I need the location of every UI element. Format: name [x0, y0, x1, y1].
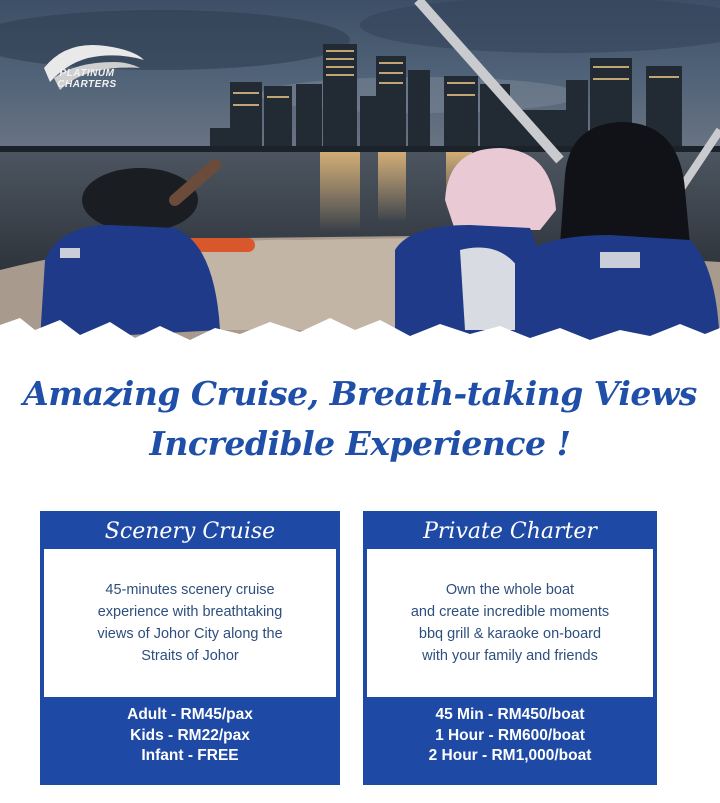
description-line: and create incredible moments — [410, 604, 610, 620]
description-line: experience with breathtaking — [97, 604, 283, 620]
price-line: 2 Hour - RM1,000/boat — [428, 747, 592, 764]
price-line: Adult - RM45/pax — [127, 706, 253, 723]
logo-line2: CHARTERS — [57, 79, 117, 90]
scenery-cruise-card — [40, 511, 340, 785]
brand-logo-text — [52, 68, 122, 90]
description-line: views of Johor City along the — [97, 626, 283, 642]
private-charter-card — [363, 511, 657, 785]
headline-line1: Amazing Cruise, Breath-taking Views — [23, 374, 697, 413]
card-description — [44, 549, 336, 697]
card-title: Scenery Cruise — [104, 519, 276, 544]
description-line: Own the whole boat — [445, 582, 575, 598]
logo-line1: PLATINUM — [59, 68, 115, 79]
description-line: bbq grill & karaoke on-board — [418, 626, 602, 642]
description-line: Straits of Johor — [141, 648, 239, 664]
hero-photo — [0, 0, 720, 360]
description-line: with your family and friends — [422, 648, 598, 664]
card-title: Private Charter — [423, 519, 597, 544]
price-line: 1 Hour - RM600/boat — [435, 726, 585, 744]
price-list — [40, 705, 340, 767]
card-description — [367, 549, 653, 697]
headline-line2: Incredible Experience ! — [149, 424, 571, 463]
price-list — [363, 705, 657, 767]
price-line: Kids - RM22/pax — [130, 726, 250, 744]
description-line: 45-minutes scenery cruise — [105, 582, 275, 598]
headline — [0, 372, 720, 466]
price-line: 45 Min - RM450/boat — [435, 706, 585, 723]
price-line: Infant - FREE — [141, 747, 239, 764]
